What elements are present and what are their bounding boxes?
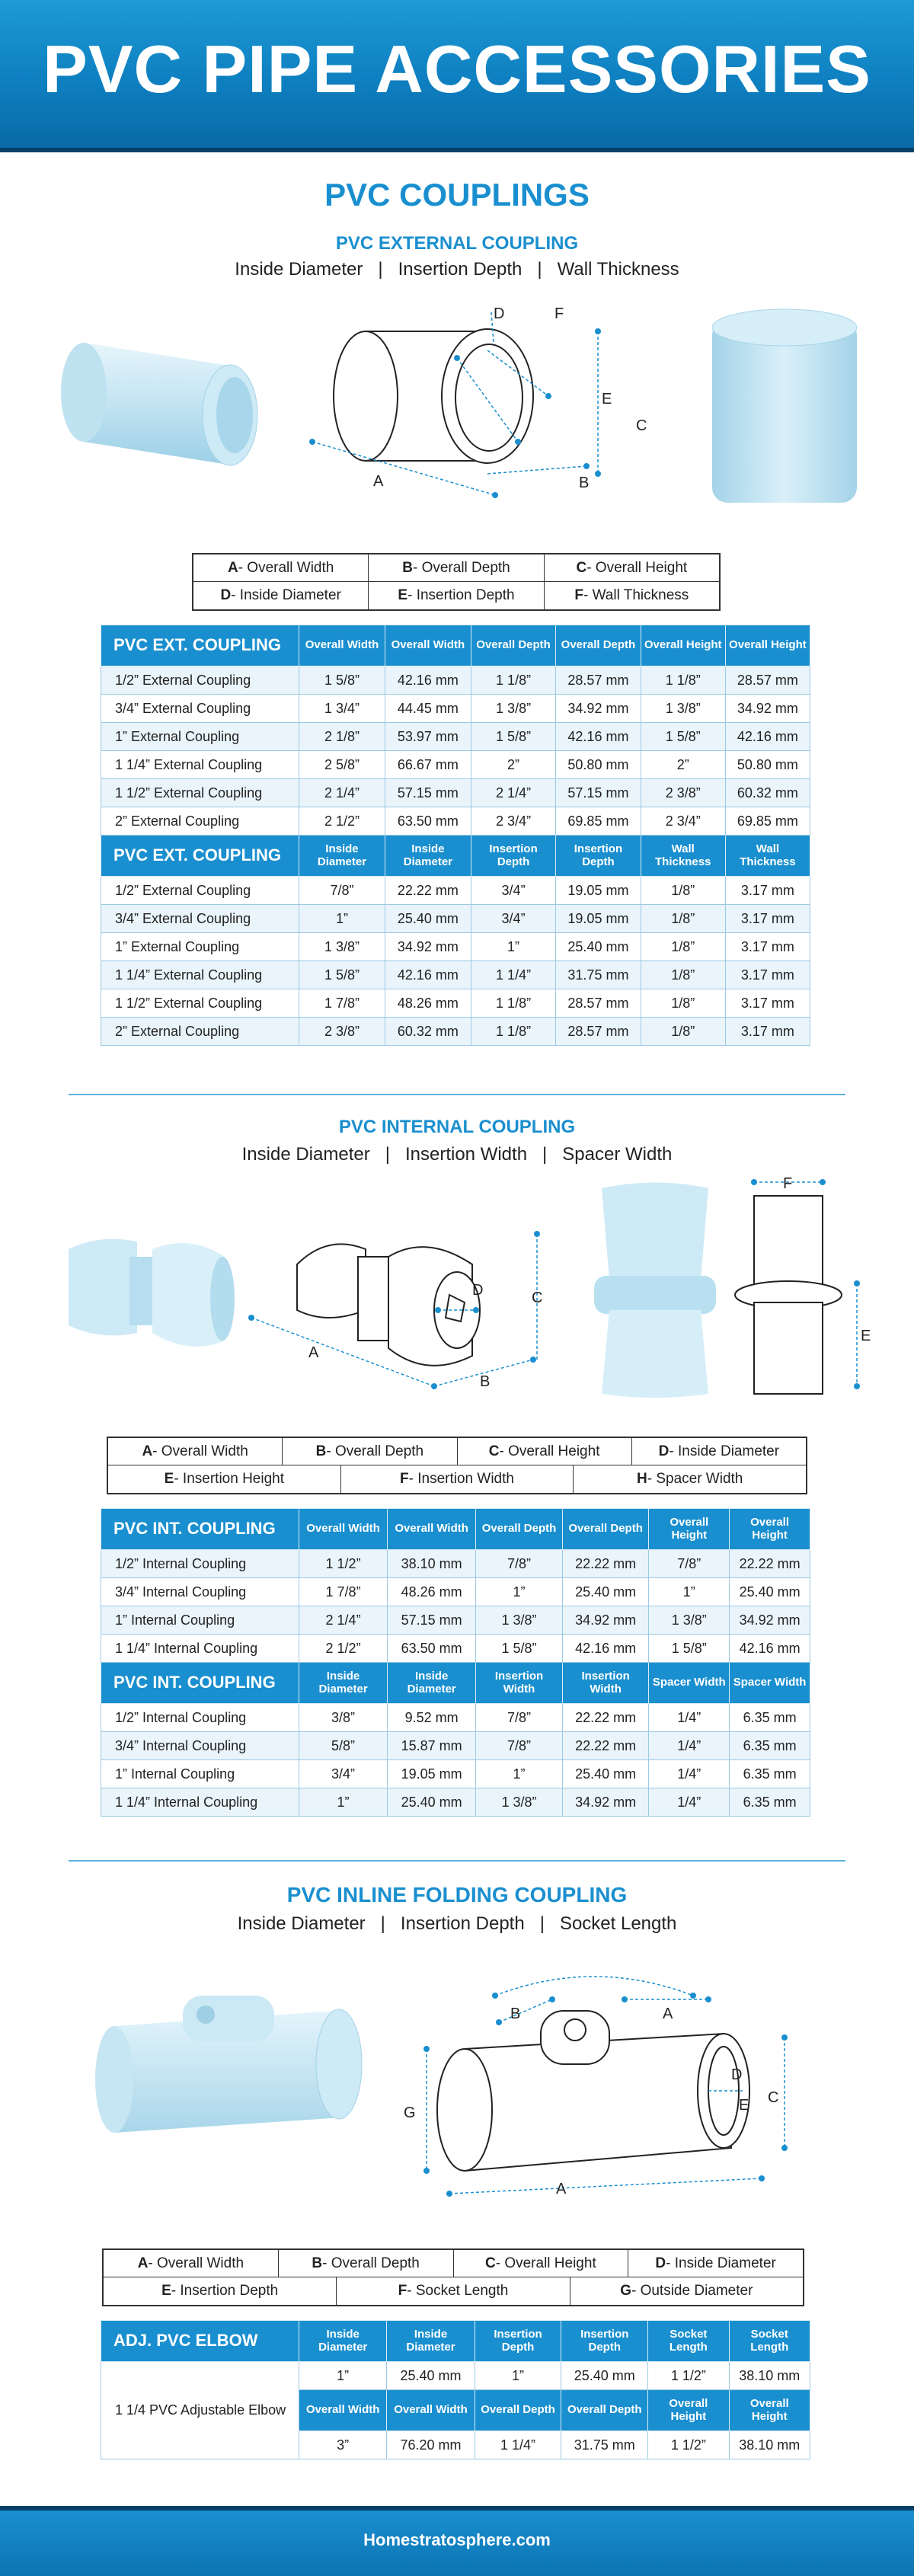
external-dims: Inside Diameter | Insertion Depth | Wall Thickness [235,259,679,280]
external-coupling-photo [53,312,274,487]
section-divider [69,1860,845,1862]
label-a: A [663,2006,673,2022]
table-header: PVC EXT. COUPLING Overall Width Overall Width Overall Depth Overall Depth Overall Height Overall Height [101,625,810,666]
external-coupling-photo-upright [701,305,868,518]
table-row: 1 1/2” External Coupling 2 1/4” 57.15 mm 2 1/4” 57.15 mm 2 3/8” 60.32 mm [101,779,810,807]
table-row: 1/2” External Coupling 7/8” 22.22 mm 3/4” 19.05 mm 1/8” 3.17 mm [101,877,810,905]
table-row: 1 1/4” Internal Coupling 2 1/2” 63.50 mm 1 5/8” 42.16 mm 1 5/8” 42.16 mm [101,1635,810,1663]
dim-label: Insertion Width [404,1144,528,1165]
internal-coupling-photo-upright [586,1173,724,1401]
site-link[interactable]: Homestratosphere.com [363,2530,551,2549]
internal-dims: Inside Diameter | Insertion Width | Spacer Width [241,1144,673,1165]
internal-coupling-diagram-upright [731,1173,876,1401]
table-row: 1 1/2” External Coupling 1 7/8” 48.26 mm 1 1/8” 28.57 mm 1/8” 3.17 mm [101,989,810,1018]
folding-title: PVC INLINE FOLDING COUPLING [286,1883,628,1906]
label-c: C [532,1290,543,1306]
folding-coupling-diagram [404,1965,815,2201]
external-title: PVC EXTERNAL COUPLING [335,233,579,254]
external-coupling-diagram [297,297,655,510]
dim-label: Wall Thickness [557,259,679,280]
dim-label: Socket Length [559,1913,677,1934]
table-row: 3/4” Internal Coupling 5/8” 15.87 mm 7/8” 22.22 mm 1/4” 6.35 mm [101,1732,810,1760]
dim-label: Insertion Depth [400,1913,525,1934]
label-e: E [861,1328,871,1344]
label-b: B [480,1373,491,1390]
internal-table [101,1508,810,1817]
table-header: Overall Width Overall Width Overall Depth Overall Depth Overall Height Overall Height [101,2390,810,2431]
table-row: 1 1/4 PVC Adjustable Elbow 1” 25.40 mm 1” 25.40 mm 1 1/2” 38.10 mm [101,2362,810,2390]
label-d: D [472,1282,484,1299]
table-row: 1” Internal Coupling 2 1/4” 57.15 mm 1 3/8” 34.92 mm 1 3/8” 34.92 mm [101,1606,810,1635]
table-row: 2” External Coupling 2 1/2” 63.50 mm 2 3/4” 69.85 mm 2 3/4” 69.85 mm [101,807,810,836]
label-d: D [494,305,505,322]
table-header: PVC EXT. COUPLING Inside Diameter Inside Diameter Insertion Depth Insertion Depth Wall Thickness Wall Thickness [101,836,810,877]
label-f: F [554,305,564,322]
table-row: 1” Internal Coupling 3/4” 19.05 mm 1” 25.40 mm 1/4” 6.35 mm [101,1760,810,1788]
section-divider [69,1094,845,1095]
page-footer [0,2506,914,2576]
table-row: 1 1/4” Internal Coupling 1” 25.40 mm 1 3/8” 34.92 mm 1/4” 6.35 mm [101,1788,810,1817]
table-row: 3/4” External Coupling 1 3/4” 44.45 mm 1 3/8” 34.92 mm 1 3/8” 34.92 mm [101,695,810,723]
table-row: 3/4” External Coupling 1” 25.40 mm 3/4” 19.05 mm 1/8” 3.17 mm [101,905,810,933]
couplings-title: PVC COUPLINGS [324,177,590,213]
folding-legend: A - Overall Width B - Overall Depth C - Overall Height D - Inside Diameter E - Insertion Depth F - Socket Length G - Outside Diameter [102,2248,804,2306]
table-row: 1” External Coupling 2 1/8” 53.97 mm 1 5/8” 42.16 mm 1 5/8” 42.16 mm [101,723,810,751]
external-table [101,625,810,1046]
table-row: 1” External Coupling 1 3/8” 34.92 mm 1” 25.40 mm 1/8” 3.17 mm [101,933,810,961]
table-header: PVC INT. COUPLING Inside Diameter Inside Diameter Insertion Width Insertion Width Spacer Width Spacer Width [101,1663,810,1704]
label-b: B [579,475,590,491]
table-row: 1 1/4” External Coupling 2 5/8” 66.67 mm 2” 50.80 mm 2” 50.80 mm [101,751,810,779]
label-c: C [636,417,647,434]
internal-coupling-photo [53,1203,236,1379]
table-row: 1 1/4” External Coupling 1 5/8” 42.16 mm 1 1/4” 31.75 mm 1/8” 3.17 mm [101,961,810,989]
folding-dims: Inside Diameter | Insertion Depth | Socket Length [237,1913,677,1934]
table-row: 3” 76.20 mm 1 1/4” 31.75 mm 1 1/2” 38.10 mm [101,2431,810,2459]
label-b: B [510,2006,521,2022]
label-c: C [768,2089,779,2106]
label-e: E [739,2097,749,2114]
dim-label: Insertion Depth [398,259,523,280]
table-row: 1/2” Internal Coupling 1 1/2” 38.10 mm 7/8” 22.22 mm 7/8” 22.22 mm [101,1550,810,1578]
internal-title: PVC INTERNAL COUPLING [338,1117,576,1137]
internal-legend: A - Overall Width B - Overall Depth C - Overall Height D - Inside Diameter E - Insertion Height F - Insertion Width H - Spacer Width [107,1437,807,1494]
label-a: A [373,473,384,490]
internal-coupling-diagram [244,1203,564,1409]
table-row: 2” External Coupling 2 3/8” 60.32 mm 1 1/8” 28.57 mm 1/8” 3.17 mm [101,1018,810,1046]
external-legend: A - Overall Width B - Overall Depth C - Overall Height D - Inside Diameter E - Insertion Depth F - Wall Thickness [192,553,721,611]
dim-label: Inside Diameter [237,1913,366,1934]
table-row: 1/2” Internal Coupling 3/8” 9.52 mm 7/8” 22.22 mm 1/4” 6.35 mm [101,1704,810,1732]
dim-label: Inside Diameter [241,1144,370,1165]
label-a-bottom: A [556,2181,567,2197]
table-row: 1/2” External Coupling 1 5/8” 42.16 mm 1 1/8” 28.57 mm 1 1/8” 28.57 mm [101,666,810,695]
label-e: E [602,391,612,407]
page-header [0,0,914,152]
label-f: F [783,1175,793,1192]
label-a: A [308,1344,319,1361]
label-d: D [731,2066,743,2083]
table-row: 3/4” Internal Coupling 1 7/8” 48.26 mm 1” 25.40 mm 1” 25.40 mm [101,1578,810,1606]
folding-coupling-photo [91,1980,366,2156]
dim-label: Inside Diameter [235,259,363,280]
table-header: ADJ. PVC ELBOW Inside Diameter Inside Diameter Insertion Depth Insertion Depth Socket Length Socket Length [101,2321,810,2362]
table-header: PVC INT. COUPLING Overall Width Overall Width Overall Depth Overall Depth Overall Height Overall Height [101,1509,810,1550]
label-g: G [404,2105,416,2121]
page-title: PVC PIPE ACCESSORIES [43,31,871,107]
dim-label: Spacer Width [562,1144,673,1165]
folding-table [101,2320,810,2459]
